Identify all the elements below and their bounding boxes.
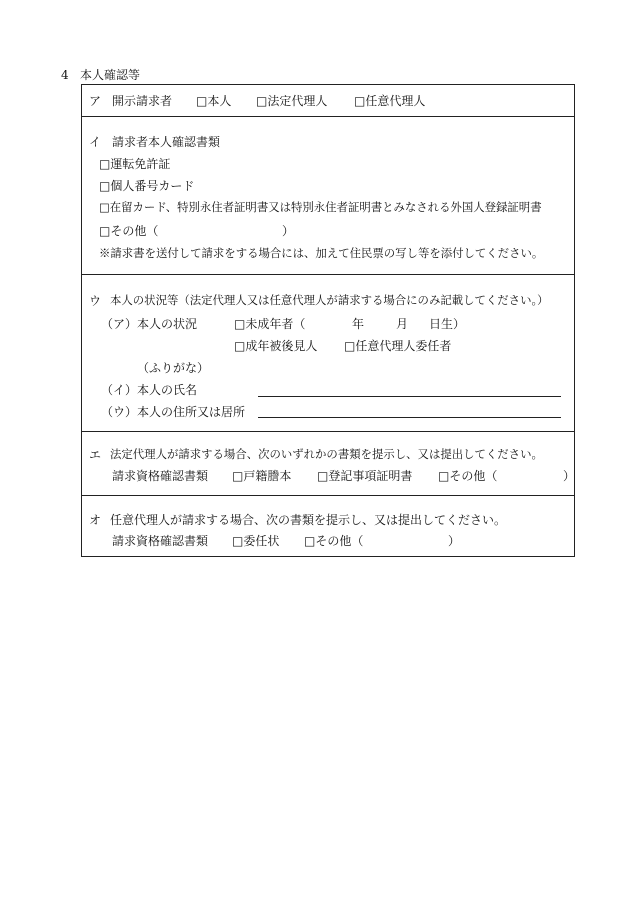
furigana-label: （ふりがな）	[137, 361, 210, 375]
checkbox-adult-ward[interactable]: □成年被後見人	[234, 339, 318, 353]
checkbox-residence-card[interactable]: □在留カード、特別永住者証明書又は特別永住者証明書とみなされる外国人登録証明書	[99, 200, 542, 214]
principal-status-heading: 本人の状況等（法定代理人又は任意代理人が請求する場合にのみ記載してください。）	[110, 293, 549, 307]
checkbox-principal-delegator[interactable]: □任意代理人委任者	[344, 339, 452, 353]
section-number: 4	[61, 68, 69, 82]
birth-year-label: 年	[352, 317, 365, 331]
checkbox-registry-certificate[interactable]: □登記事項証明書	[317, 469, 413, 483]
checkbox-legal-other[interactable]: □その他（	[438, 469, 498, 483]
name-input-line[interactable]	[258, 396, 561, 397]
checkbox-voluntary-other[interactable]: □その他（	[304, 534, 364, 548]
birth-month-label: 月	[396, 317, 409, 331]
checkbox-my-number-card[interactable]: □個人番号カード	[99, 179, 195, 193]
name-marker: （イ）	[101, 383, 138, 397]
mailing-note: ※請求書を送付して請求をする場合には、加えて住民票の写し等を添付してください。	[99, 246, 544, 260]
legal-other-close-paren: ）	[563, 469, 576, 483]
birth-day-label: 日生）	[429, 317, 466, 331]
row-e-marker: エ	[89, 448, 102, 462]
address-label: 本人の住所又は居所	[137, 405, 246, 419]
checkbox-power-of-attorney[interactable]: □委任状	[232, 534, 280, 548]
row-i-marker: イ	[89, 135, 102, 149]
status-label: 本人の状況	[137, 317, 198, 331]
checkbox-voluntary-agent[interactable]: □任意代理人	[354, 94, 426, 108]
row-divider	[81, 431, 575, 432]
voluntary-doc-label: 請求資格確認書類	[112, 534, 209, 548]
address-marker: （ウ）	[101, 405, 138, 419]
row-o-marker: オ	[89, 513, 102, 527]
checkbox-self[interactable]: □本人	[196, 94, 232, 108]
voluntary-other-close-paren: ）	[448, 534, 461, 548]
section-title: 本人確認等	[80, 68, 141, 82]
row-u-marker: ウ	[89, 294, 102, 308]
row-divider	[81, 116, 575, 117]
checkbox-legal-representative[interactable]: □法定代理人	[256, 94, 328, 108]
checkbox-minor[interactable]: □未成年者（	[234, 317, 306, 331]
row-a-marker: ア	[89, 94, 102, 108]
other-id-close-paren: ）	[282, 224, 295, 238]
address-input-line[interactable]	[258, 417, 561, 418]
status-marker: （ア）	[101, 317, 138, 331]
requester-label: 開示請求者	[112, 94, 173, 108]
voluntary-agent-instruction: 任意代理人が請求する場合、次の書類を提示し、又は提出してください。	[110, 513, 507, 527]
legal-doc-label: 請求資格確認書類	[112, 469, 209, 483]
checkbox-family-register[interactable]: □戸籍謄本	[232, 469, 292, 483]
name-label: 本人の氏名	[137, 383, 198, 397]
row-divider	[81, 495, 575, 496]
row-divider	[81, 274, 575, 275]
checkbox-other-id[interactable]: □その他（	[99, 224, 159, 238]
checkbox-drivers-license[interactable]: □運転免許証	[99, 157, 171, 171]
legal-representative-instruction: 法定代理人が請求する場合、次のいずれかの書類を提示し、又は提出してください。	[110, 447, 543, 461]
id-documents-label: 請求者本人確認書類	[112, 135, 221, 149]
